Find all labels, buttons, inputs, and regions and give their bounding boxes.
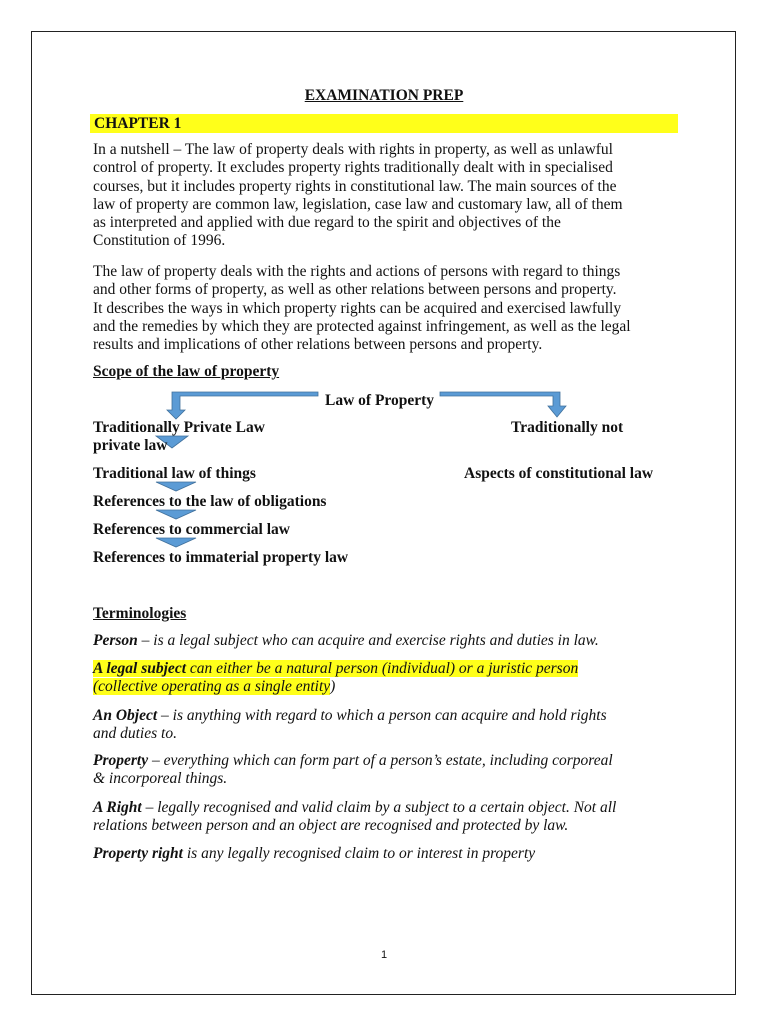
page-number: 1 xyxy=(380,949,388,961)
diagram-root: Law of Property xyxy=(325,392,435,409)
chapter-heading: CHAPTER 1 xyxy=(94,115,182,132)
term-definition-tail: ) xyxy=(330,678,336,696)
term-label: Property xyxy=(93,752,149,769)
document-title: EXAMINATION PREP xyxy=(304,87,464,104)
elbow-arrow-left xyxy=(167,392,318,419)
term-label: An Object xyxy=(93,707,158,724)
term-object xyxy=(93,707,607,744)
right-branch-label: Traditionally not xyxy=(511,419,624,436)
paragraph-line: and the remedies by which they are protected against infringement, as well as the legal xyxy=(93,317,631,335)
term-definition-cont: & incorporeal things. xyxy=(93,770,228,788)
paragraph-line: and other forms of property, as well as other relations between persons and property. xyxy=(93,281,617,299)
term-definition: – is anything with regard to which a person can acquire and hold rights xyxy=(157,707,607,724)
term-label: Person xyxy=(93,632,138,649)
term-definition: – legally recognised and valid claim by a subject to a certain object. Not all xyxy=(141,799,617,816)
term-label: A legal subject xyxy=(93,660,186,677)
term-person xyxy=(93,632,599,650)
down-arrow-2 xyxy=(156,482,196,491)
paragraph-line: as interpreted and applied with due regard to the spirit and objectives of the xyxy=(93,214,561,232)
paragraph-line: law of property are common law, legislation, case law and customary law, all of them xyxy=(93,195,623,213)
paragraph-line: control of property. It excludes property rights traditionally dealt with in specialised xyxy=(93,159,613,177)
term-definition-cont: and duties to. xyxy=(93,725,177,743)
term-definition-cont: relations between person and an object are recognised and protected by law. xyxy=(93,817,569,835)
term-legal-subject xyxy=(93,660,578,697)
paragraph-line: courses, but it includes property rights in constitutional law. The main sources of the xyxy=(93,177,617,195)
term-right xyxy=(93,799,616,836)
left-item-1: Traditional law of things xyxy=(93,465,256,482)
down-arrow-4 xyxy=(156,538,196,547)
term-label: Property right xyxy=(93,845,183,862)
term-definition: – is a legal subject who can acquire and exercise rights and duties in law. xyxy=(137,632,599,649)
term-property xyxy=(93,752,613,789)
term-definition: can either be a natural person (individual) or a juristic person xyxy=(186,660,579,677)
scope-heading: Scope of the law of property xyxy=(93,363,280,380)
paragraph-line: In a nutshell – The law of property deals with rights in property, as well as unlawful xyxy=(93,141,613,158)
terminologies-heading: Terminologies xyxy=(93,605,187,622)
left-branch-label-2: private law xyxy=(93,437,168,454)
elbow-arrow-right xyxy=(440,392,566,417)
right-item-1: Aspects of constitutional law xyxy=(464,465,654,482)
paragraph-line: The law of property deals with the rights and actions of persons with regard to things xyxy=(93,263,621,280)
left-item-3: References to commercial law xyxy=(93,521,290,538)
term-label: A Right xyxy=(93,799,142,816)
term-definition: is any legally recognised claim to or interest in property xyxy=(183,845,536,862)
left-branch-label: Traditionally Private Law xyxy=(93,419,265,436)
paragraph-line: Constitution of 1996. xyxy=(93,232,226,250)
term-property-right xyxy=(93,845,535,863)
term-definition: – everything which can form part of a person’s estate, including corporeal xyxy=(148,752,613,769)
term-definition-cont: (collective operating as a single entity xyxy=(93,678,331,696)
paragraph-line: results and implications of other relations between persons and property. xyxy=(93,336,543,354)
left-item-4: References to immaterial property law xyxy=(93,549,349,566)
left-item-2: References to the law of obligations xyxy=(93,493,327,510)
down-arrow-3 xyxy=(156,510,196,519)
paragraph-line: It describes the ways in which property rights can be acquired and exercised lawfully xyxy=(93,299,622,317)
